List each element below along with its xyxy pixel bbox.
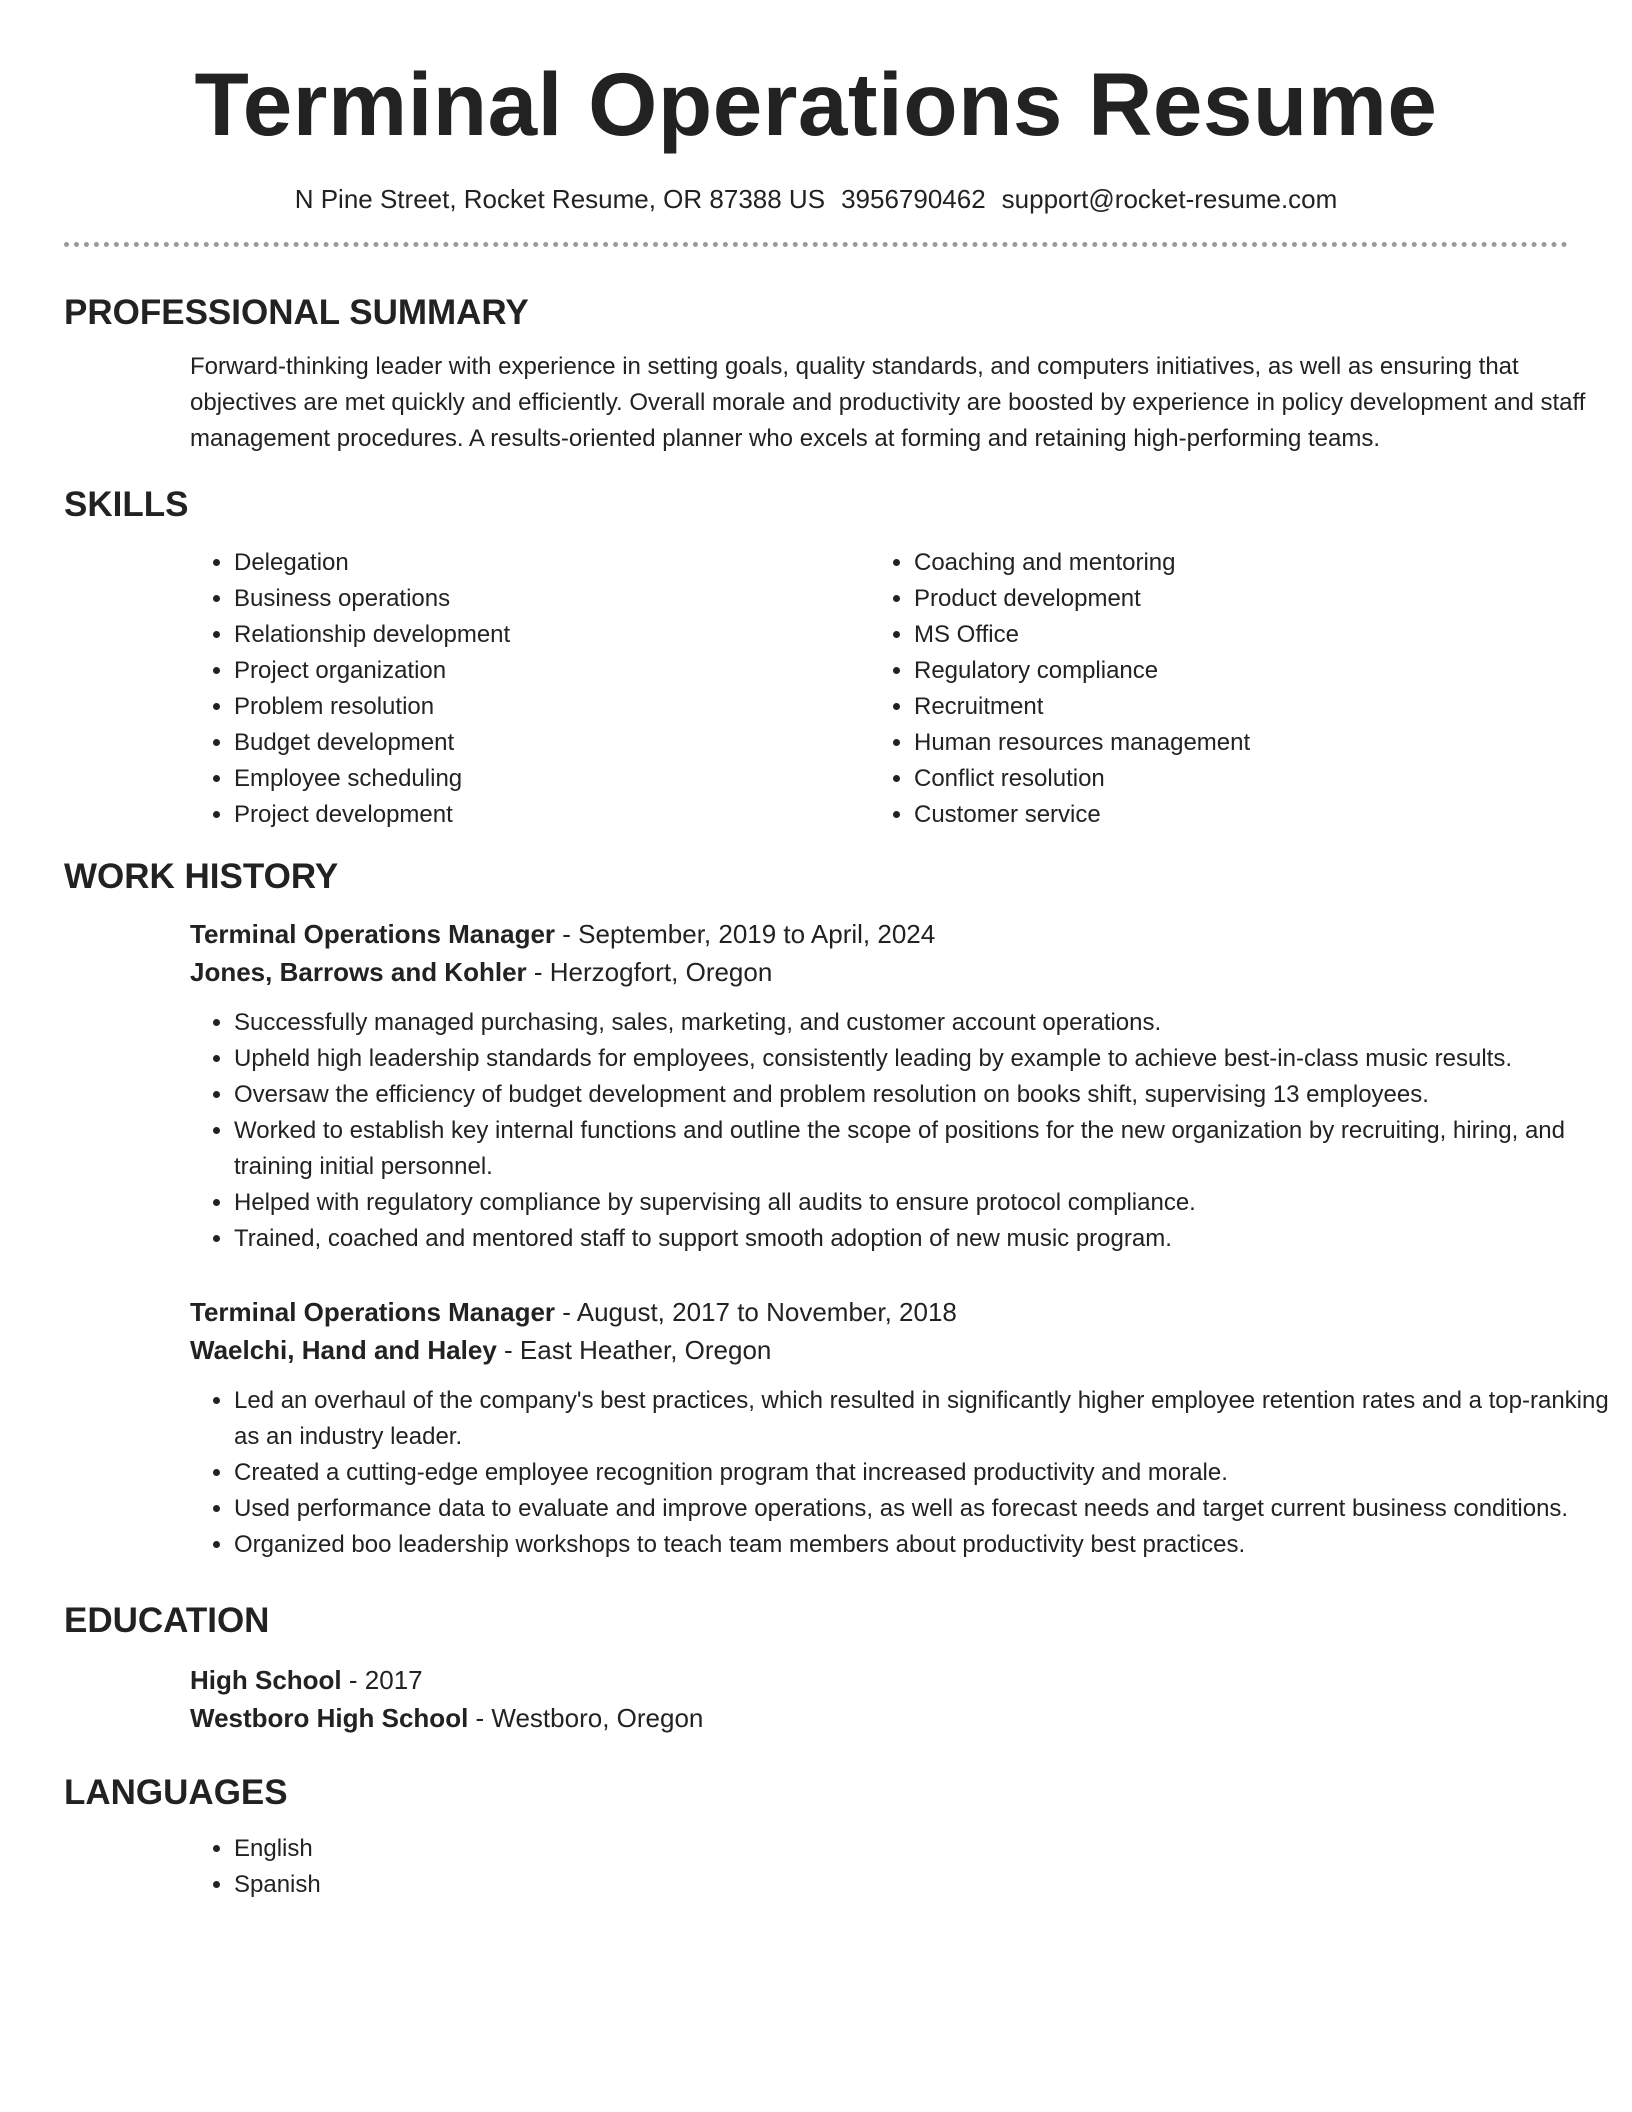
skill-item: • MS Office <box>914 617 1550 653</box>
job-bullet: • Oversaw the efficiency of budget development and problem resolution on books shift, supervising 13 employees. <box>234 1077 1614 1113</box>
skills-column-left <box>190 545 870 833</box>
skill-item: • Coaching and mentoring <box>914 545 1550 581</box>
education-entry <box>190 1661 1568 1737</box>
contact-email: support@rocket-resume.com <box>1001 184 1338 214</box>
job-bullet: • Trained, coached and mentored staff to support smooth adoption of new music program. <box>234 1221 1614 1257</box>
job-entry <box>190 1293 1609 1563</box>
contact-line <box>64 182 1568 216</box>
contact-address: N Pine Street, Rocket Resume, OR 87388 US <box>294 184 826 214</box>
job-bullet: • Successfully managed purchasing, sales, marketing, and customer account operations. <box>234 1005 1614 1041</box>
section-title-summary: PROFESSIONAL SUMMARY <box>64 293 529 332</box>
header-divider <box>64 242 1568 247</box>
skill-item: • Regulatory compliance <box>914 653 1550 689</box>
contact-phone: 3956790462 <box>841 184 986 214</box>
job-company-line <box>190 1331 1568 1369</box>
job-location: - East Heather, Oregon <box>496 1335 772 1365</box>
education-degree: High School <box>190 1665 342 1695</box>
resume-title: Terminal Operations Resume <box>194 54 1438 154</box>
language-item: • Spanish <box>234 1867 1568 1903</box>
job-title-line <box>190 1293 1568 1331</box>
job-company: Waelchi, Hand and Haley <box>190 1335 497 1365</box>
job-role: Terminal Operations Manager <box>190 1297 556 1327</box>
job-bullet: • Used performance data to evaluate and improve operations, as well as forecast needs and target current business conditions. <box>234 1491 1614 1527</box>
skill-item: • Business operations <box>234 581 870 617</box>
languages-list <box>190 1831 1568 1903</box>
job-company: Jones, Barrows and Kohler <box>190 957 527 987</box>
skill-item: • Project development <box>234 797 870 833</box>
job-bullet: • Worked to establish key internal functions and outline the scope of positions for the new organization by recruiting, hiring, and training initial personnel. <box>234 1113 1614 1185</box>
job-role: Terminal Operations Manager <box>190 919 556 949</box>
education-year: - 2017 <box>341 1665 423 1695</box>
education-school-line <box>190 1699 1568 1737</box>
job-location: - Herzogfort, Oregon <box>526 957 773 987</box>
skills-column-right <box>870 545 1550 833</box>
job-dates: - August, 2017 to November, 2018 <box>555 1297 957 1327</box>
skill-item: • Customer service <box>914 797 1550 833</box>
education-degree-line <box>190 1661 1568 1699</box>
skill-item: • Conflict resolution <box>914 761 1550 797</box>
job-bullet: • Upheld high leadership standards for employees, consistently leading by example to achieve best-in-class music results. <box>234 1041 1614 1077</box>
education-school: Westboro High School <box>190 1703 469 1733</box>
job-entry <box>190 915 1568 1257</box>
skill-item: • Budget development <box>234 725 870 761</box>
section-title-languages: LANGUAGES <box>64 1773 288 1812</box>
section-title-skills: SKILLS <box>64 485 189 524</box>
job-company-line <box>190 953 1568 991</box>
skill-item: • Relationship development <box>234 617 870 653</box>
skills-list <box>190 545 1568 833</box>
job-bullets <box>190 1383 1614 1563</box>
job-bullet: • Organized boo leadership workshops to teach team members about productivity best practices. <box>234 1527 1614 1563</box>
skill-item: • Project organization <box>234 653 870 689</box>
language-item: • English <box>234 1831 1568 1867</box>
job-dates: - September, 2019 to April, 2024 <box>555 919 936 949</box>
job-title-line <box>190 915 1568 953</box>
skill-item: • Delegation <box>234 545 870 581</box>
section-title-work-history: WORK HISTORY <box>64 857 339 896</box>
job-bullet: • Led an overhaul of the company's best practices, which resulted in significantly higher employee retention rates and a top-ranking as an industry leader. <box>234 1383 1614 1455</box>
skill-item: • Human resources management <box>914 725 1550 761</box>
job-bullets <box>190 1005 1614 1257</box>
job-bullet: • Helped with regulatory compliance by supervising all audits to ensure protocol compliance. <box>234 1185 1614 1221</box>
summary-text: Forward-thinking leader with experience in setting goals, quality standards, and computers initiatives, as well as ensuring that objectives are met quickly and efficiently. Overall morale and productivity are boosted by experience in policy development and staff management procedures. A results-oriented planner who excels at forming and retaining high-performing teams. <box>190 353 1586 452</box>
skill-item: • Recruitment <box>914 689 1550 725</box>
skill-item: • Problem resolution <box>234 689 870 725</box>
education-location: - Westboro, Oregon <box>468 1703 704 1733</box>
skill-item: • Product development <box>914 581 1550 617</box>
skill-item: • Employee scheduling <box>234 761 870 797</box>
section-title-education: EDUCATION <box>64 1601 270 1640</box>
job-bullet: • Created a cutting-edge employee recognition program that increased productivity and morale. <box>234 1455 1614 1491</box>
